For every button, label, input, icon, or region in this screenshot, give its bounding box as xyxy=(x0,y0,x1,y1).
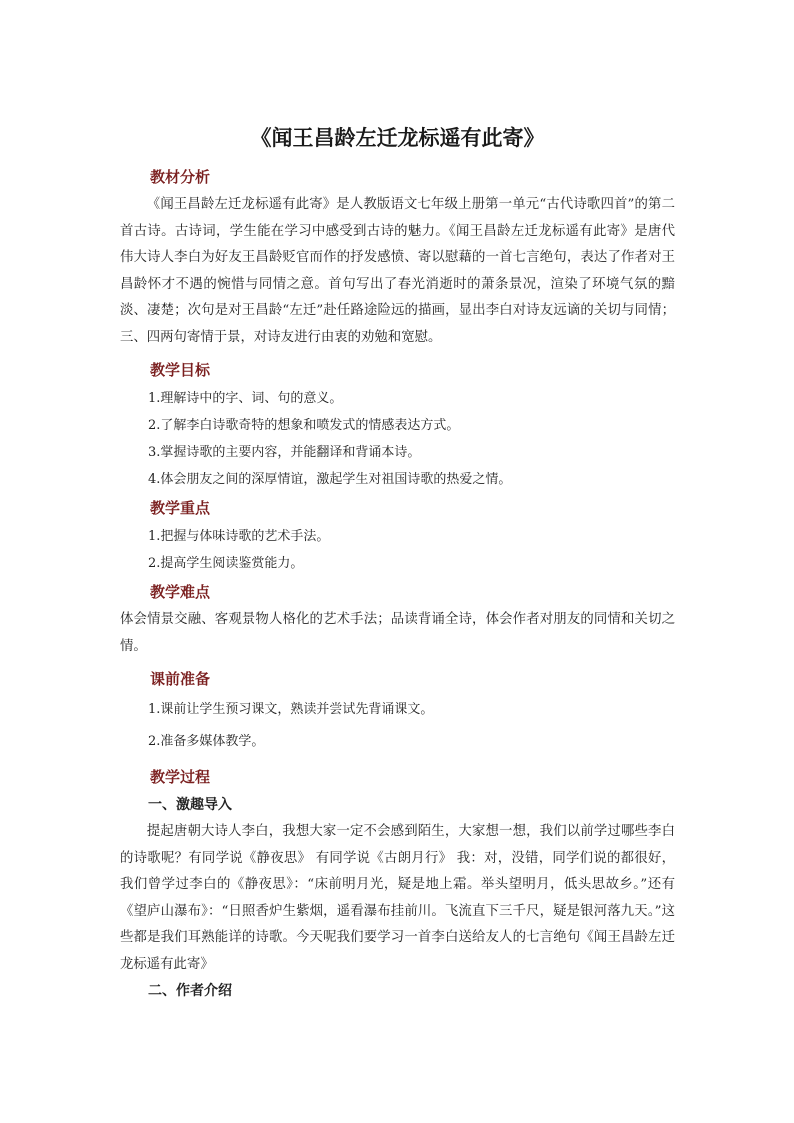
section-heading-difficulties: 教学难点 xyxy=(150,583,211,601)
section-paragraph-intro: 提起唐朝大诗人李白，我想大家一定不会感到陌生，大家想一想，我们以前学过哪些李白的诗歌呢？有同学说《静夜思》 有同学说《古朗月行》 我：对，没错，同学们说的都很好，我们曾学过李白的《静夜思》：“床前明月光，疑是地上霜。举头望明月，低头思故乡。”还有《望庐山瀑布》：“日照香炉生紫烟，遥看瀑布挂前川。飞流直下三千尺，疑是银河落九天。”这些都是我们耳熟能详的诗歌。今天呢我们要学习一首李白送给友人的七言绝句《闻王昌龄左迁龙标遥有此寄》 xyxy=(120,824,675,972)
preparation-list xyxy=(120,694,675,758)
list-item: 2.了解李白诗歌奇特的想象和喷发式的情感表达方式。 xyxy=(148,418,460,433)
list-item: 1.理解诗中的字、词、句的意义。 xyxy=(148,391,343,406)
section-heading-analysis: 教材分析 xyxy=(150,168,211,186)
list-item: 4.体会朋友之间的深厚情谊，激起学生对祖国诗歌的热爱之情。 xyxy=(148,472,512,487)
subheading-intro: 一、激趣导入 xyxy=(148,797,232,813)
section-heading-preparation: 课前准备 xyxy=(150,670,211,688)
subheading-author: 二、作者介绍 xyxy=(148,983,232,999)
key-points-list xyxy=(120,523,675,577)
list-item: 1.课前让学生预习课文，熟读并尝试先背诵课文。 xyxy=(148,702,434,717)
list-item: 3.掌握诗歌的主要内容，并能翻译和背诵本诗。 xyxy=(148,445,421,460)
section-paragraph-difficulties: 体会情景交融、客观景物人格化的艺术手法；品读背诵全诗，体会作者对朋友的同情和关切之情。 xyxy=(120,612,675,654)
document-body xyxy=(120,120,675,1005)
section-heading-process: 教学过程 xyxy=(150,768,211,786)
goals-list xyxy=(120,385,675,493)
list-item: 1.把握与体味诗歌的艺术手法。 xyxy=(148,529,330,544)
list-item: 2.准备多媒体教学。 xyxy=(148,734,265,749)
list-item: 2.提高学生阅读鉴赏能力。 xyxy=(148,556,304,571)
section-heading-key-points: 教学重点 xyxy=(150,499,211,517)
page-title: 《闻王昌龄左迁龙标遥有此寄》 xyxy=(250,125,545,150)
section-heading-goals: 教学目标 xyxy=(150,361,211,379)
section-paragraph-analysis: 《闻王昌龄左迁龙标遥有此寄》是人教版语文七年级上册第一单元“古代诗歌四首”的第二首古诗。古诗词，学生能在学习中感受到古诗的魅力。《闻王昌龄左迁龙标遥有此寄》是唐代伟大诗人李白为好友王昌龄贬官而作的抒发感愤、寄以慰藉的一首七言绝句，表达了作者对王昌龄怀才不遇的惋惜与同情之意。首句写出了春光消逝时的萧条景况，渲染了环境气氛的黯淡、凄楚；次句是对王昌龄“左迁”赴任路途险远的描画，显出李白对诗友远谪的关切与同情；三、四两句寄情于景，对诗友进行由衷的劝勉和宽慰。 xyxy=(120,197,675,345)
